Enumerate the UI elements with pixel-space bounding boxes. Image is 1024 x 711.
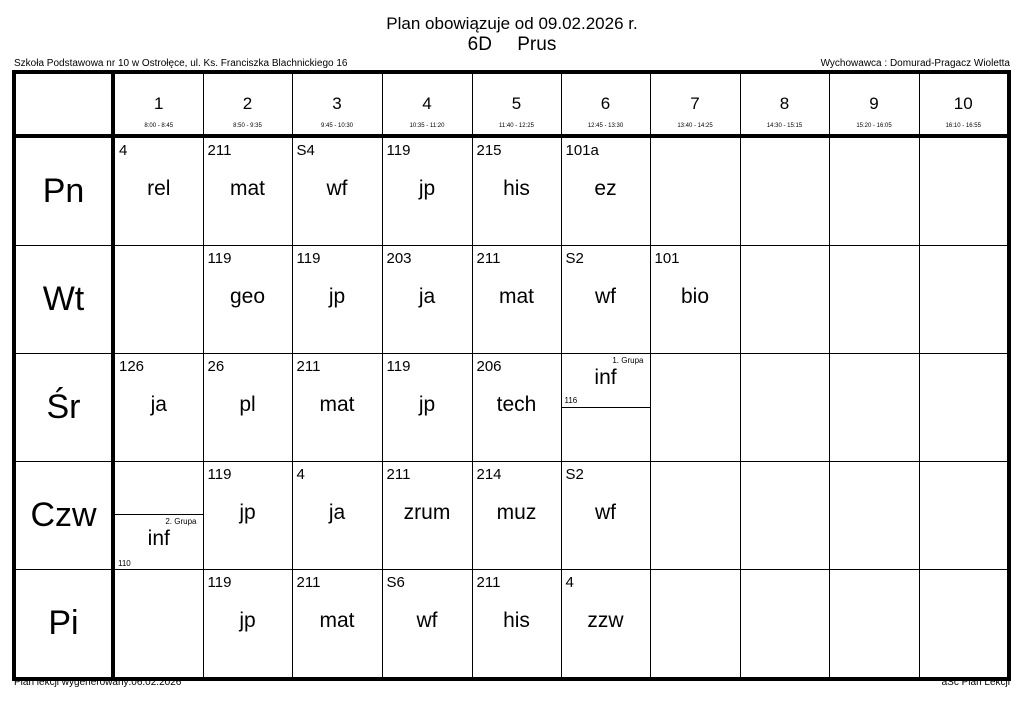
plan-valid-from: Plan obowiązuje od 09.02.2026 r. <box>386 14 638 33</box>
lesson-cell <box>203 246 292 354</box>
lesson-room: 126 <box>119 358 145 375</box>
period-header-3 <box>292 72 382 136</box>
lesson-room: 211 <box>296 358 321 375</box>
lesson-room: 214 <box>476 466 502 483</box>
lesson-room: 116 <box>564 396 578 405</box>
period-time: 12:45 - 13:30 <box>587 123 624 129</box>
period-time: 13:40 - 14:25 <box>677 123 713 129</box>
lesson-room: 119 <box>207 250 232 267</box>
lesson-room: S2 <box>565 250 584 267</box>
empty-cell <box>919 246 1009 354</box>
lesson-room: S2 <box>565 466 584 483</box>
lesson-subject: jp <box>418 393 436 416</box>
period-time: 15:20 - 16:05 <box>856 123 892 129</box>
lesson-subject: bio <box>680 285 710 308</box>
day-name: Pi <box>48 604 79 642</box>
lesson-cell <box>113 354 203 462</box>
lesson-cell <box>561 462 650 570</box>
lesson-subject: jp <box>239 609 256 632</box>
group-lesson <box>562 354 650 408</box>
lesson-cell <box>203 570 292 680</box>
period-number: 1 <box>154 94 164 113</box>
lesson-room: 206 <box>476 358 502 375</box>
day-row <box>14 136 1009 246</box>
empty-cell <box>919 354 1009 462</box>
period-number: 6 <box>600 94 611 113</box>
lesson-cell <box>472 246 561 354</box>
empty-cell <box>829 462 919 570</box>
period-header-8 <box>740 72 829 136</box>
period-number: 8 <box>779 94 790 113</box>
group-lesson <box>115 514 203 570</box>
period-time: 16:10 - 16:55 <box>945 123 981 129</box>
day-name-cell <box>14 462 113 570</box>
lesson-subject: pl <box>239 393 256 416</box>
lesson-subject: ja <box>150 393 167 416</box>
empty-cell <box>829 136 919 246</box>
lesson-subject: zrum <box>403 501 451 524</box>
period-time: 9:45 - 10:30 <box>320 123 354 129</box>
day-name: Wt <box>42 280 85 318</box>
lesson-subject: rel <box>147 177 171 200</box>
period-header-1 <box>113 72 203 136</box>
lesson-room: 211 <box>476 250 501 267</box>
class-name: Prus <box>517 34 557 55</box>
empty-cell <box>740 246 829 354</box>
lesson-subject: jp <box>328 285 346 308</box>
lesson-room: 4 <box>296 466 305 483</box>
period-header-5 <box>472 72 561 136</box>
timetable <box>12 70 1011 681</box>
empty-cell <box>740 570 829 680</box>
class-title <box>0 34 1024 56</box>
lesson-subject: inf <box>594 366 617 389</box>
class-code: 6D <box>467 34 492 55</box>
period-time: 14:30 - 15:15 <box>766 123 803 129</box>
day-name-cell <box>14 570 113 680</box>
lesson-cell <box>292 354 382 462</box>
period-time: 11:40 - 12:25 <box>499 123 534 129</box>
period-header-9 <box>829 72 919 136</box>
period-time: 8:00 - 8:45 <box>144 123 174 129</box>
lesson-cell <box>561 246 650 354</box>
lesson-subject: ez <box>594 177 617 200</box>
empty-cell <box>919 570 1009 680</box>
empty-cell <box>740 136 829 246</box>
lesson-subject: mat <box>319 609 355 632</box>
day-row <box>14 354 1009 462</box>
period-time: 10:35 - 11:20 <box>409 123 445 129</box>
empty-cell <box>740 462 829 570</box>
empty-cell <box>650 136 740 246</box>
empty-cell <box>650 354 740 462</box>
lesson-cell <box>472 354 561 462</box>
empty-cell <box>650 462 740 570</box>
lesson-cell <box>382 136 472 246</box>
lesson-subject: mat <box>498 285 534 308</box>
lesson-cell <box>561 354 650 462</box>
lesson-room: 110 <box>118 559 131 568</box>
lesson-cell <box>382 570 472 680</box>
lesson-room: 119 <box>207 466 232 483</box>
lesson-subject: mat <box>319 393 355 416</box>
lesson-subject: wf <box>595 285 616 308</box>
lesson-cell <box>650 246 740 354</box>
software-name: aSc Plan Lekcji <box>941 677 1010 688</box>
lesson-room: 101 <box>654 250 680 267</box>
lesson-cell <box>292 570 382 680</box>
lesson-room: S6 <box>386 574 405 591</box>
group-label: 1. Grupa <box>612 356 644 365</box>
period-number: 4 <box>422 94 432 113</box>
lesson-cell <box>382 462 472 570</box>
day-name: Pn <box>42 172 85 210</box>
day-name: Śr <box>46 388 81 426</box>
lesson-subject: jp <box>418 177 436 200</box>
corner-cell <box>14 72 113 136</box>
empty-cell <box>829 570 919 680</box>
lesson-room: 119 <box>207 574 232 591</box>
lesson-subject: zzw <box>587 609 624 632</box>
period-time: 8:50 - 9:35 <box>233 123 262 129</box>
lesson-cell <box>382 246 472 354</box>
day-row <box>14 570 1009 680</box>
period-header-6 <box>561 72 650 136</box>
school-name: Szkoła Podstawowa nr 10 w Ostrołęce, ul. Ks. Franciszka Blachnickiego 16 <box>14 58 348 69</box>
day-row <box>14 246 1009 354</box>
empty-cell <box>650 570 740 680</box>
empty-cell <box>113 246 203 354</box>
lesson-cell <box>472 462 561 570</box>
empty-cell <box>829 354 919 462</box>
lesson-subject: ja <box>418 285 436 308</box>
lesson-cell <box>561 570 650 680</box>
period-header-4 <box>382 72 472 136</box>
day-name-cell <box>14 246 113 354</box>
lesson-subject: wf <box>326 177 348 200</box>
period-number: 5 <box>511 94 522 113</box>
lesson-room: 203 <box>386 250 412 267</box>
lesson-room: 26 <box>207 358 225 375</box>
lesson-cell <box>113 136 203 246</box>
lesson-room: 4 <box>565 574 574 591</box>
lesson-subject: wf <box>416 609 438 632</box>
lesson-room: 119 <box>296 250 321 267</box>
lesson-subject: his <box>503 177 530 200</box>
empty-cell <box>113 570 203 680</box>
empty-cell <box>919 136 1009 246</box>
period-header-2 <box>203 72 292 136</box>
lesson-cell <box>292 462 382 570</box>
lesson-subject: muz <box>496 501 537 524</box>
lesson-cell <box>292 136 382 246</box>
lesson-room: 211 <box>476 574 501 591</box>
period-number: 3 <box>332 94 342 113</box>
lesson-cell <box>203 354 292 462</box>
lesson-cell <box>472 570 561 680</box>
empty-cell <box>919 462 1009 570</box>
period-header-10 <box>919 72 1009 136</box>
lesson-room: 211 <box>207 142 232 159</box>
day-name-cell <box>14 354 113 462</box>
lesson-cell <box>561 136 650 246</box>
lesson-room: 119 <box>386 358 411 375</box>
period-number: 10 <box>953 94 973 113</box>
lesson-room: 211 <box>296 574 321 591</box>
lesson-cell <box>203 136 292 246</box>
day-row <box>14 462 1009 570</box>
period-number: 9 <box>869 94 879 113</box>
lesson-cell <box>382 354 472 462</box>
period-header-row <box>14 72 1009 136</box>
lesson-subject: geo <box>229 285 266 308</box>
group-label: 2. Grupa <box>165 517 197 526</box>
lesson-room: 4 <box>119 142 128 159</box>
lesson-subject: mat <box>229 177 265 200</box>
lesson-subject: inf <box>147 527 170 550</box>
lesson-subject: jp <box>239 501 256 524</box>
lesson-subject: his <box>503 609 530 632</box>
period-number: 2 <box>242 94 253 113</box>
day-name-cell <box>14 136 113 246</box>
period-header-7 <box>650 72 740 136</box>
empty-cell <box>829 246 919 354</box>
lesson-cell <box>203 462 292 570</box>
lesson-subject: ja <box>328 501 346 524</box>
lesson-room: 101a <box>565 142 599 159</box>
generated-date: Plan lekcji wygenerowany:06.02.2026 <box>14 677 182 688</box>
lesson-cell <box>113 462 203 570</box>
class-teacher: Wychowawca : Domurad-Pragacz Wioletta <box>820 58 1010 69</box>
empty-cell <box>740 354 829 462</box>
lesson-cell <box>292 246 382 354</box>
lesson-subject: wf <box>595 501 616 524</box>
lesson-room: 211 <box>386 466 411 483</box>
lesson-room: 119 <box>386 142 411 159</box>
day-name: Czw <box>30 496 97 534</box>
lesson-room: S4 <box>296 142 315 159</box>
period-number: 7 <box>690 94 700 113</box>
lesson-room: 215 <box>476 142 502 159</box>
lesson-cell <box>472 136 561 246</box>
lesson-subject: tech <box>496 393 537 416</box>
